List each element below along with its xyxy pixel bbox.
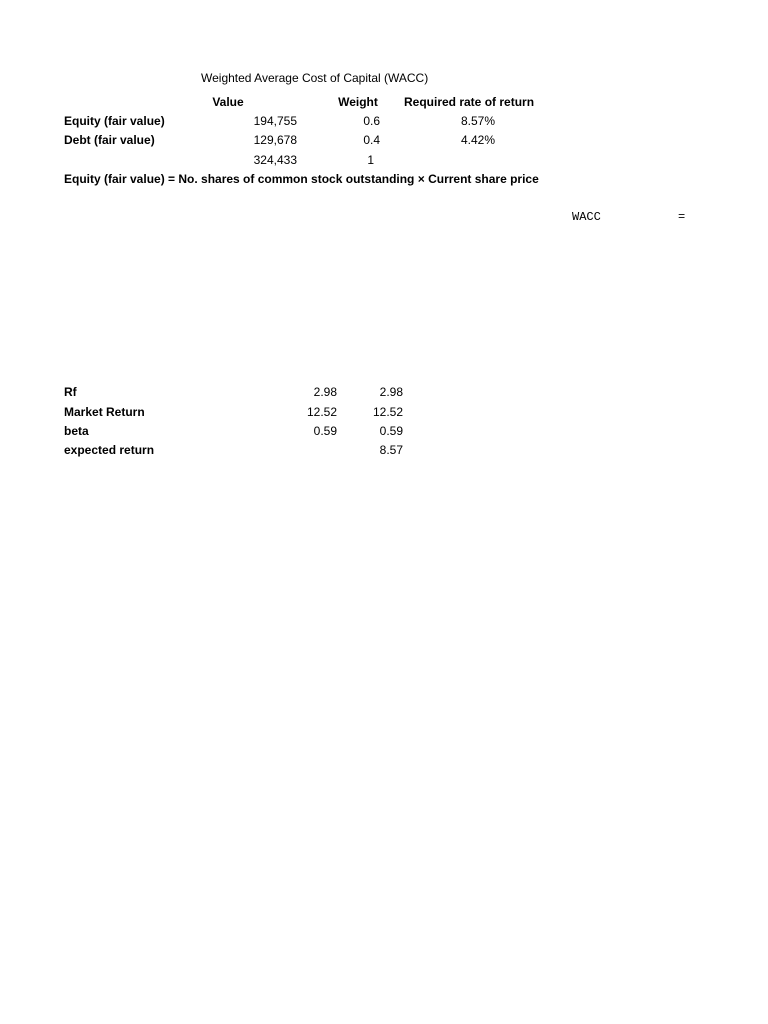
header-required-rate: Required rate of return [404,95,535,109]
capm-rf-col2: 2.98 [379,385,403,399]
cell-debt-rate: 4.42% [460,133,496,147]
header-weight: Weight [338,95,378,109]
capm-beta-col2: 0.59 [379,424,403,438]
capm-market-return-col2: 12.52 [372,405,403,419]
row-label-debt: Debt (fair value) [64,133,155,147]
wacc-formula-label: WACC [572,210,601,224]
capm-beta-col1: 0.59 [313,424,337,438]
cell-total-value: 324,433 [253,153,297,167]
cell-equity-value: 194,755 [253,114,297,128]
header-value: Value [212,95,244,109]
capm-label-rf: Rf [64,385,77,399]
equity-note: Equity (fair value) = No. shares of common stock outstanding × Current share price [64,172,539,186]
capm-label-expected-return: expected return [64,443,155,457]
wacc-formula-equals: = [678,210,686,224]
cell-equity-rate: 8.57% [460,114,496,128]
row-label-equity: Equity (fair value) [64,114,165,128]
capm-label-market-return: Market Return [64,405,145,419]
cell-equity-weight: 0.6 [363,114,380,128]
capm-rf-col1: 2.98 [313,385,337,399]
cell-debt-weight: 0.4 [363,133,380,147]
wacc-title: Weighted Average Cost of Capital (WACC) [201,71,429,85]
capm-label-beta: beta [64,424,89,438]
capm-market-return-col1: 12.52 [306,405,337,419]
capm-expected-return-col2: 8.57 [379,443,403,457]
cell-debt-value: 129,678 [253,133,297,147]
cell-total-weight: 1 [367,153,374,167]
